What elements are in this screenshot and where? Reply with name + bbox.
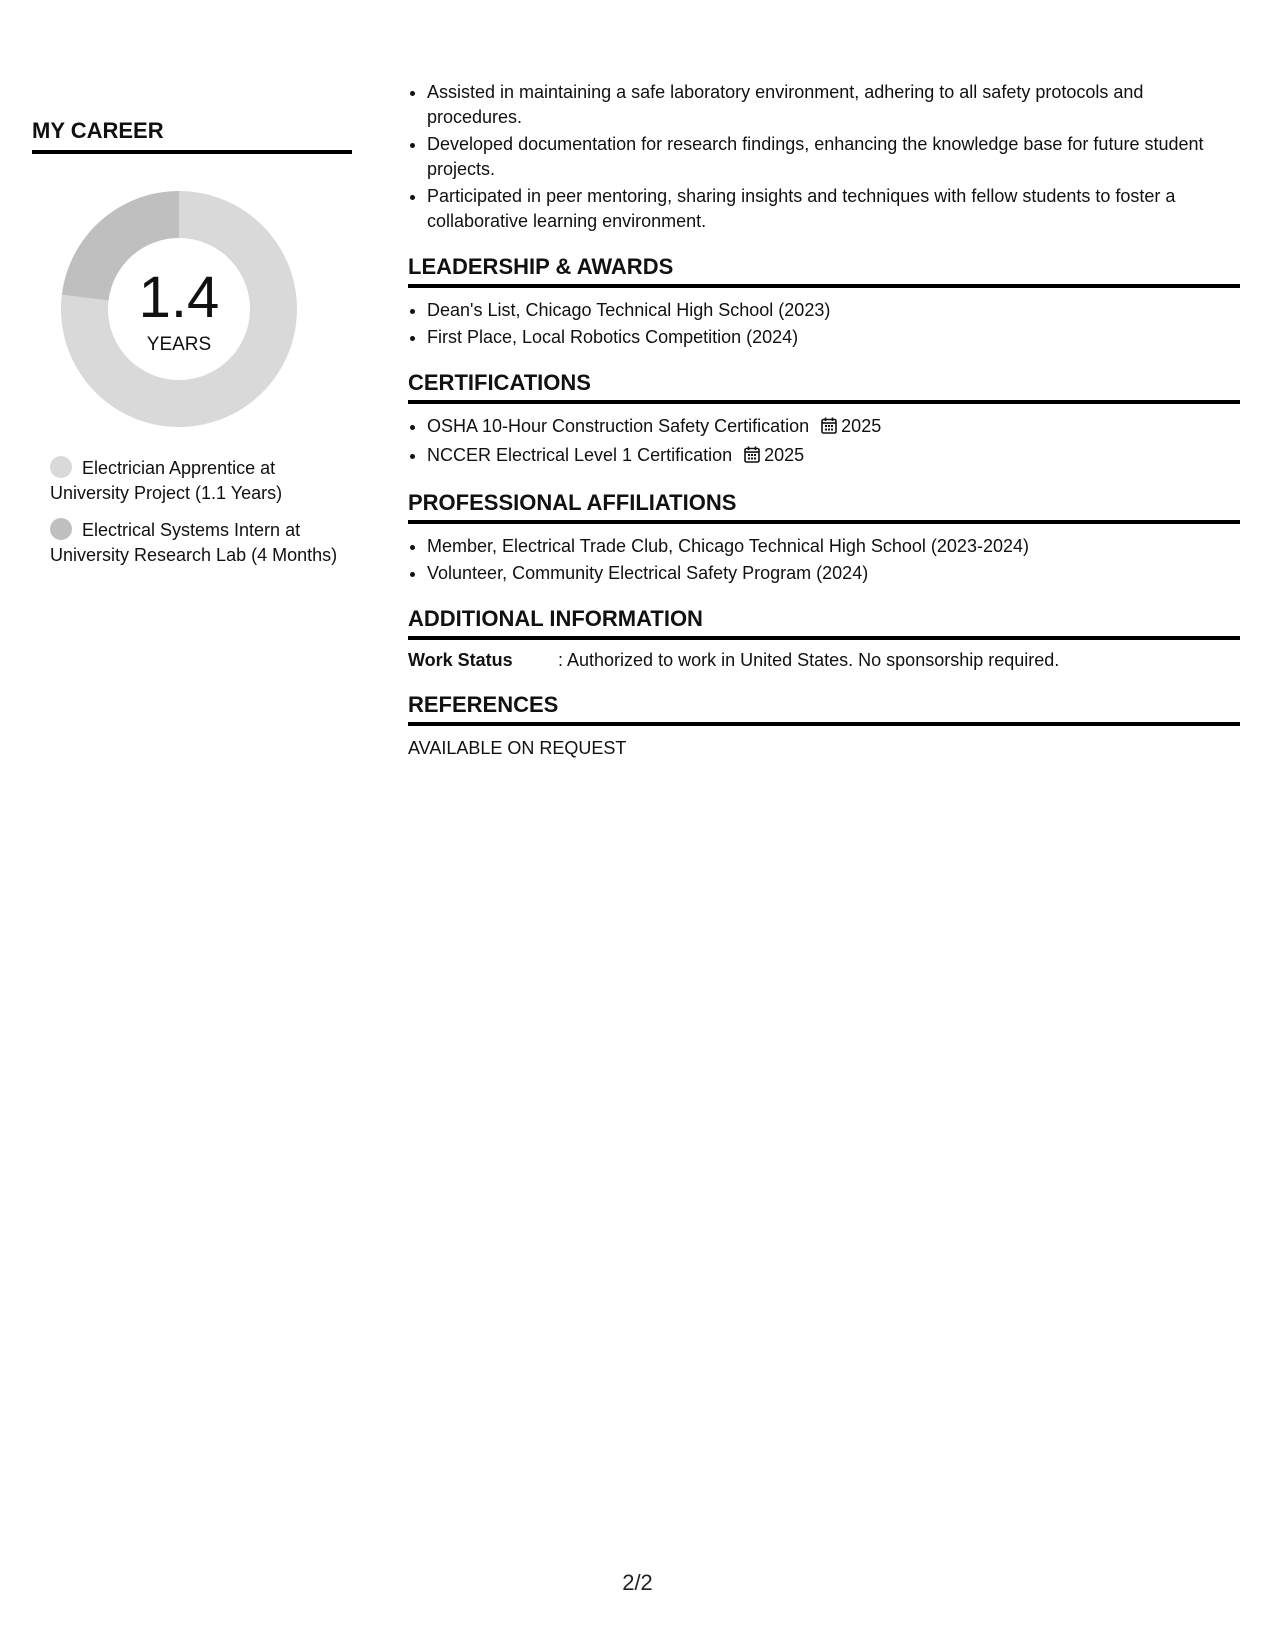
- experience-bullets: [408, 80, 1240, 234]
- list-item: [427, 414, 1240, 441]
- career-total-value: 1.4: [138, 265, 220, 330]
- legend-dot-icon: [50, 456, 72, 478]
- certification-name: NCCER Electrical Level 1 Certification: [427, 445, 733, 465]
- career-legend-item: [50, 518, 350, 568]
- career-sidebar: [32, 120, 352, 580]
- page-number: 2/2: [622, 1570, 653, 1595]
- list-item: • Participated in peer mentoring, sharing insights and techniques with fellow students to foster a collaborative learning environment.: [427, 184, 1240, 234]
- references-text: AVAILABLE ON REQUEST: [408, 738, 627, 758]
- references-heading: REFERENCES: [408, 692, 1240, 726]
- career-legend-label: Electrician Apprentice at University Project (1.1 Years): [50, 458, 283, 503]
- list-item: [427, 443, 1240, 470]
- work-status-label: Work Status: [408, 650, 513, 670]
- additional-info-heading: ADDITIONAL INFORMATION: [408, 606, 1240, 640]
- calendar-icon: [744, 445, 760, 470]
- list-item: • Assisted in maintaining a safe laboratory environment, adhering to all safety protocols and procedures.: [427, 80, 1240, 130]
- affiliations-heading: PROFESSIONAL AFFILIATIONS: [408, 490, 1240, 524]
- career-legend: [50, 456, 350, 568]
- career-donut-chart: [56, 186, 302, 432]
- career-heading: MY CAREER: [32, 120, 352, 154]
- certifications-list: [408, 414, 1240, 470]
- donut-center: [56, 186, 302, 432]
- certification-year: 2025: [841, 416, 882, 436]
- calendar-icon: [821, 416, 837, 441]
- certifications-heading: CERTIFICATIONS: [408, 370, 1240, 404]
- list-item: • First Place, Local Robotics Competition (2024): [427, 325, 1240, 350]
- work-status-row: [408, 648, 1240, 672]
- list-item: • Volunteer, Community Electrical Safety Program (2024): [427, 561, 1240, 586]
- career-total-unit: YEARS: [146, 334, 212, 355]
- list-item: • Developed documentation for research findings, enhancing the knowledge base for future student projects.: [427, 132, 1240, 182]
- legend-dot-icon: [50, 518, 72, 540]
- list-item: • Member, Electrical Trade Club, Chicago Technical High School (2023-2024): [427, 534, 1240, 559]
- leadership-heading: LEADERSHIP & AWARDS: [408, 254, 1240, 288]
- main-content: [408, 80, 1240, 760]
- list-item: • Dean's List, Chicago Technical High School (2023): [427, 298, 1240, 323]
- career-legend-item: [50, 456, 350, 506]
- certification-year: 2025: [764, 445, 805, 465]
- affiliations-list: [408, 534, 1240, 586]
- career-legend-label: Electrical Systems Intern at University Research Lab (4 Months): [50, 520, 338, 565]
- leadership-list: [408, 298, 1240, 350]
- work-status-value: : Authorized to work in United States. No sponsorship required.: [558, 650, 1060, 670]
- certification-name: OSHA 10-Hour Construction Safety Certification: [427, 416, 810, 436]
